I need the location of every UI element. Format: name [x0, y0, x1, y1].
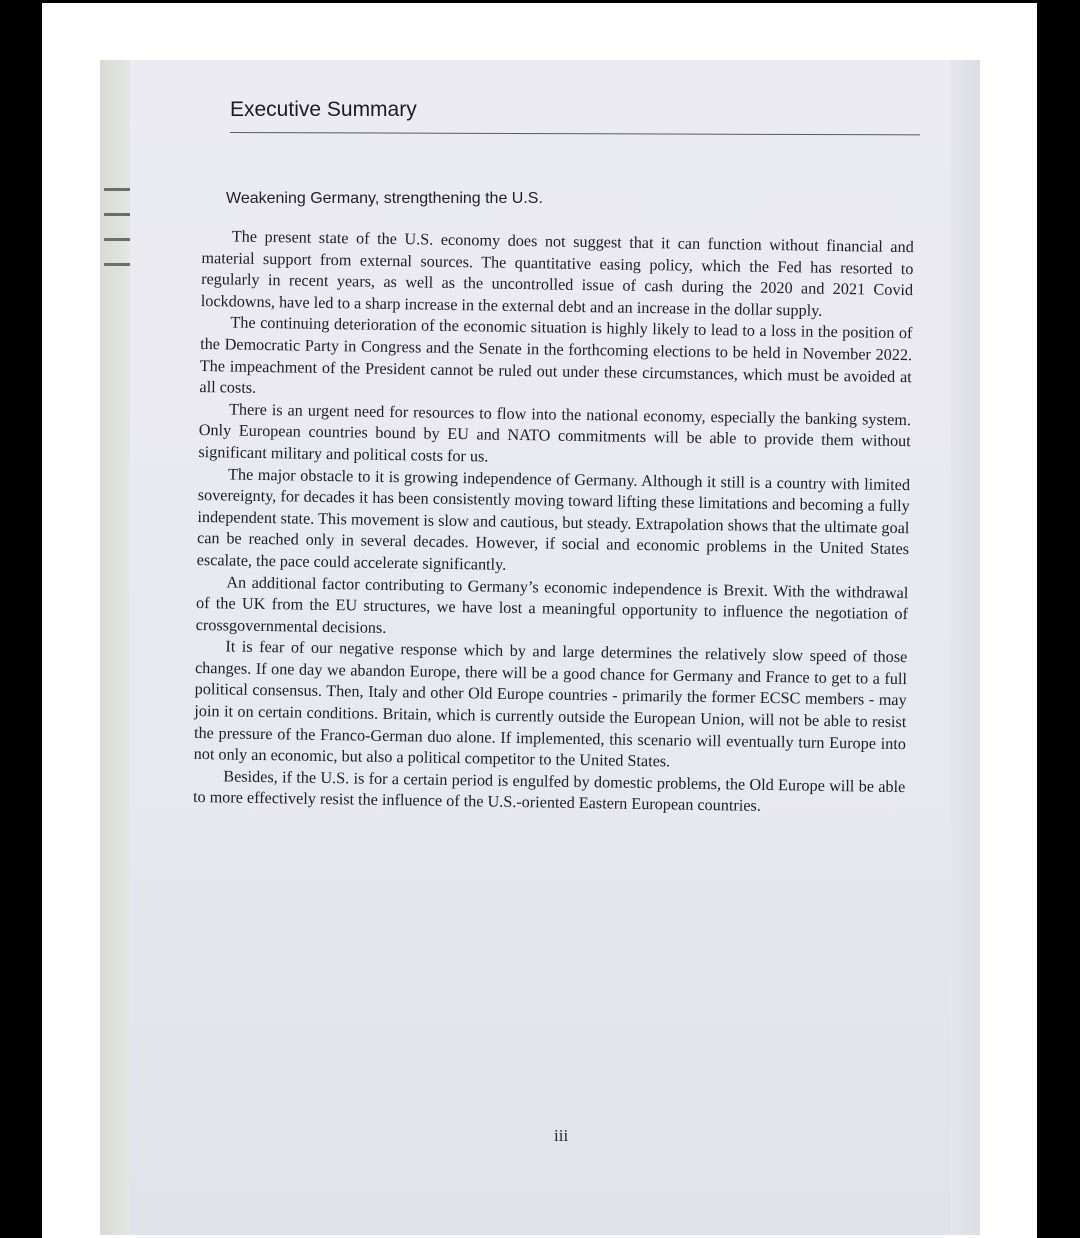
- page-number: iii: [554, 1126, 569, 1145]
- document-page: [130, 60, 950, 1235]
- paragraph: The continuing deterioration of the economic situation is highly likely to lead to a loss in the position of the Democratic Party in Congress and the Senate in the forthcoming elections to be held in November 2022. The impeachment of the President cannot be ruled out under these circumstances, which must be avoided at all costs.: [199, 313, 913, 398]
- paragraph: Besides, if the U.S. is for a certain period is engulfed by domestic problems, the Old Europe will be able to more effectively resist the influence of the U.S.-oriented Eastern European countries.: [192, 767, 906, 816]
- paragraph: The major obstacle to it is growing independence of Germany. Although it still is a country with limited sovereignty, for decades it has been consistently moving toward lifting these limitations and becoming a fully independent state. This movement is slow and cautious, but steady. Extrapolation shows that the ultimate goal can be reached only in several decades. However, if social and economic problems in the United States escalate, the pace could accelerate significantly.: [196, 464, 911, 574]
- header-rule: [230, 132, 920, 135]
- paragraph: There is an urgent need for resources to flow into the national economy, especially the banking system. Only European countries bound by EU and NATO commitments will be able to provide them without significant military and political costs for us.: [198, 400, 912, 466]
- paragraph: An additional factor contributing to Germany’s economic independence is Brexit. With the withdrawal of the UK from the EU structures, we have lost a meaningful opportunity to influence the negotiation of crossgovernmental decisions.: [195, 572, 909, 637]
- header-title: Executive Summary: [230, 98, 417, 121]
- page-edge-right: [950, 60, 980, 1235]
- binder-rings: [104, 188, 130, 298]
- section-heading: Weakening Germany, strengthening the U.S.: [226, 190, 543, 207]
- paragraph: It is fear of our negative response which by and large determines the relatively slow speed of those changes. If one day we abandon Europe, there will be a good chance for Germany and France to get to a full political consensus. Then, Italy and other Old Europe countries - primarily the former ECSC members - may join it on certain conditions. Britain, which is currently outside the European Union, will not be able to resist the pressure of the Franco-German duo alone. If implemented, this scenario will eventually turn Europe into not only an economic, but also a political competitor to the United States.: [193, 637, 908, 771]
- paragraph: The present state of the U.S. economy does not suggest that it can function without financial and material support from external sources. The quantitative easing policy, which the Fed has resorted to regularly in recent years, as well as the uncontrolled issue of cash during the 2020 and 2021 Covid lockdowns, have led to a sharp increase in the external debt and an increase in the dollar supply.: [200, 227, 914, 320]
- body-text: [193, 226, 914, 820]
